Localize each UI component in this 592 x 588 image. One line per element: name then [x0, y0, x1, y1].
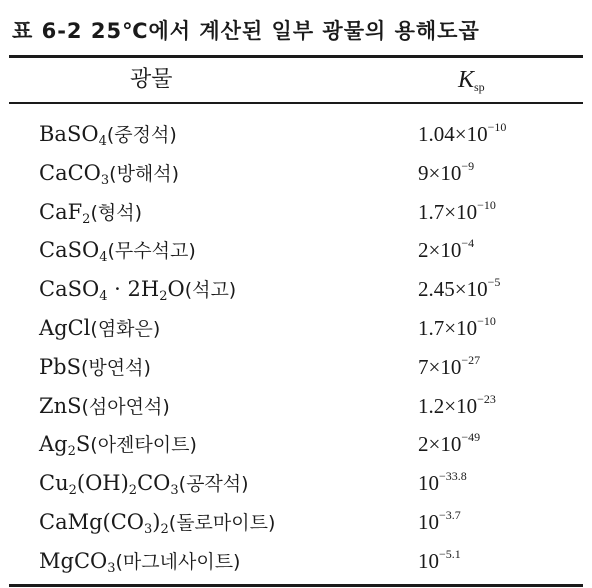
- ksp-mantissa: 1.7×: [418, 199, 457, 224]
- formula-subscript: 4: [98, 134, 107, 149]
- ksp-mantissa: 2.45×: [418, 277, 467, 302]
- ksp-value-cell: [418, 464, 467, 503]
- ksp-value-cell: [418, 231, 474, 270]
- formula-subscript: 3: [144, 521, 153, 537]
- ksp-symbol: K: [458, 67, 475, 93]
- mineral-cell: [39, 154, 179, 193]
- mineral-korean-name: (섬아연석): [81, 395, 170, 418]
- formula-subscript: 2: [68, 483, 77, 499]
- formula-subscript: 4: [99, 289, 108, 305]
- formula-text: CaF: [39, 199, 83, 224]
- ksp-base: 10: [466, 122, 488, 146]
- formula-subscript: 2: [159, 289, 168, 305]
- ksp-value-cell: [418, 503, 461, 542]
- table-row: [0, 193, 592, 232]
- formula-subscript: 2: [67, 444, 76, 460]
- ksp-exponent: −49: [461, 430, 481, 445]
- formula-subscript: 2: [82, 211, 91, 227]
- mineral-cell: [39, 309, 160, 348]
- ksp-value-cell: [418, 270, 500, 309]
- ksp-exponent: −4: [461, 236, 475, 251]
- formula-text: CaMg(CO: [39, 509, 145, 534]
- ksp-exponent: −33.8: [439, 469, 467, 484]
- ksp-mantissa: 2×: [418, 432, 441, 457]
- formula-subscript: 3: [107, 560, 116, 576]
- mineral-korean-name: (석고): [184, 279, 237, 302]
- formula-text: ): [152, 509, 161, 534]
- table-row: [0, 387, 592, 426]
- ksp-exponent: −10: [477, 313, 496, 328]
- mineral-cell: [39, 115, 177, 154]
- ksp-mantissa: 9×: [418, 160, 441, 185]
- ksp-base: 10: [418, 548, 439, 573]
- mineral-korean-name: (형석): [90, 201, 142, 224]
- mineral-cell: [39, 542, 240, 581]
- mineral-korean-name: (무수석고): [107, 240, 196, 263]
- mineral-cell: [39, 231, 196, 270]
- ksp-exponent: −5.1: [439, 546, 461, 561]
- formula-text: PbS: [39, 354, 81, 379]
- ksp-base: 10: [456, 315, 478, 340]
- ksp-base: 10: [456, 199, 478, 224]
- table-row: [0, 464, 592, 503]
- mineral-cell: [39, 464, 249, 503]
- formula-text: CaSO: [39, 238, 100, 263]
- formula-text: O: [167, 277, 185, 302]
- mineral-cell: [39, 193, 142, 232]
- ksp-value-cell: [418, 309, 496, 348]
- mineral-cell: [39, 387, 170, 426]
- ksp-mantissa: 1.7×: [418, 315, 457, 340]
- table-body: [0, 115, 592, 581]
- table-row: [0, 503, 592, 542]
- formula-subscript: 3: [170, 483, 179, 499]
- ksp-exponent: −23: [477, 391, 496, 406]
- ksp-mantissa: 7×: [418, 354, 441, 379]
- ksp-exponent: −3.7: [439, 507, 461, 522]
- formula-subscript: 3: [100, 172, 110, 188]
- mineral-cell: [39, 503, 275, 542]
- mineral-korean-name: (방해석): [109, 162, 180, 185]
- formula-text: (OH): [76, 471, 129, 496]
- formula-text: Ag: [39, 432, 68, 457]
- formula-text: CaSO: [39, 277, 100, 302]
- column-header-ksp: [458, 60, 485, 100]
- formula-text: S: [75, 432, 91, 457]
- table-row: [0, 154, 592, 193]
- mineral-korean-name: (방연석): [80, 356, 151, 379]
- table-row: [0, 542, 592, 581]
- table-row: [0, 309, 592, 348]
- table-row: [0, 348, 592, 387]
- mineral-cell: [39, 348, 151, 387]
- mineral-korean-name: (돌로마이트): [168, 511, 276, 534]
- ksp-value-cell: [418, 193, 496, 232]
- mineral-korean-name: (염화은): [90, 317, 161, 340]
- ksp-mantissa: 2×: [418, 238, 441, 263]
- ksp-base: 10: [418, 509, 439, 534]
- ksp-mantissa: 1.04×: [418, 122, 467, 146]
- ksp-value-cell: [418, 115, 506, 154]
- table-row: [0, 231, 592, 270]
- top-rule: [9, 55, 583, 58]
- ksp-base: 10: [456, 393, 478, 418]
- formula-text: BaSO: [39, 122, 99, 146]
- ksp-value-cell: [418, 348, 480, 387]
- ksp-base: 10: [440, 354, 462, 379]
- table-row: [0, 115, 592, 154]
- ksp-exponent: −10: [487, 120, 507, 134]
- formula-text: CO: [137, 471, 171, 496]
- formula-text: · 2H: [107, 277, 160, 302]
- bottom-rule: [9, 584, 583, 587]
- formula-text: AgCl: [39, 315, 91, 340]
- ksp-value-cell: [418, 425, 480, 464]
- mineral-korean-name: (중정석): [106, 124, 177, 146]
- ksp-exponent: −5: [487, 275, 501, 290]
- ksp-base: 10: [440, 238, 462, 263]
- ksp-base: 10: [440, 160, 462, 185]
- formula-subscript: 2: [160, 521, 169, 537]
- column-header-mineral: 광물: [130, 67, 173, 92]
- mineral-korean-name: (마그네사이트): [115, 550, 241, 573]
- formula-text: ZnS: [39, 393, 82, 418]
- mineral-cell: [39, 270, 236, 309]
- table-caption: 표 6-2 25℃에서 계산된 일부 광물의 용해도곱: [12, 19, 480, 43]
- ksp-base: 10: [418, 471, 439, 496]
- ksp-exponent: −10: [477, 197, 496, 212]
- mineral-cell: [39, 425, 197, 464]
- mineral-korean-name: (아젠타이트): [90, 434, 197, 457]
- ksp-base: 10: [466, 277, 488, 302]
- ksp-exponent: −27: [461, 352, 481, 367]
- ksp-value-cell: [418, 154, 474, 193]
- ksp-exponent: −9: [461, 158, 475, 173]
- formula-subscript: 2: [128, 483, 138, 499]
- ksp-base: 10: [440, 432, 462, 457]
- formula-text: Cu: [39, 471, 69, 496]
- mineral-korean-name: (공작석): [178, 473, 249, 496]
- formula-text: MgCO: [39, 548, 108, 573]
- formula-text: CaCO: [39, 160, 101, 185]
- formula-subscript: 4: [99, 250, 108, 266]
- ksp-mantissa: 1.2×: [418, 393, 457, 418]
- ksp-value-cell: [418, 542, 461, 581]
- ksp-value-cell: [418, 387, 496, 426]
- table-row: [0, 270, 592, 309]
- table-row: [0, 425, 592, 464]
- header-rule: [9, 102, 583, 104]
- ksp-subscript: sp: [474, 80, 485, 94]
